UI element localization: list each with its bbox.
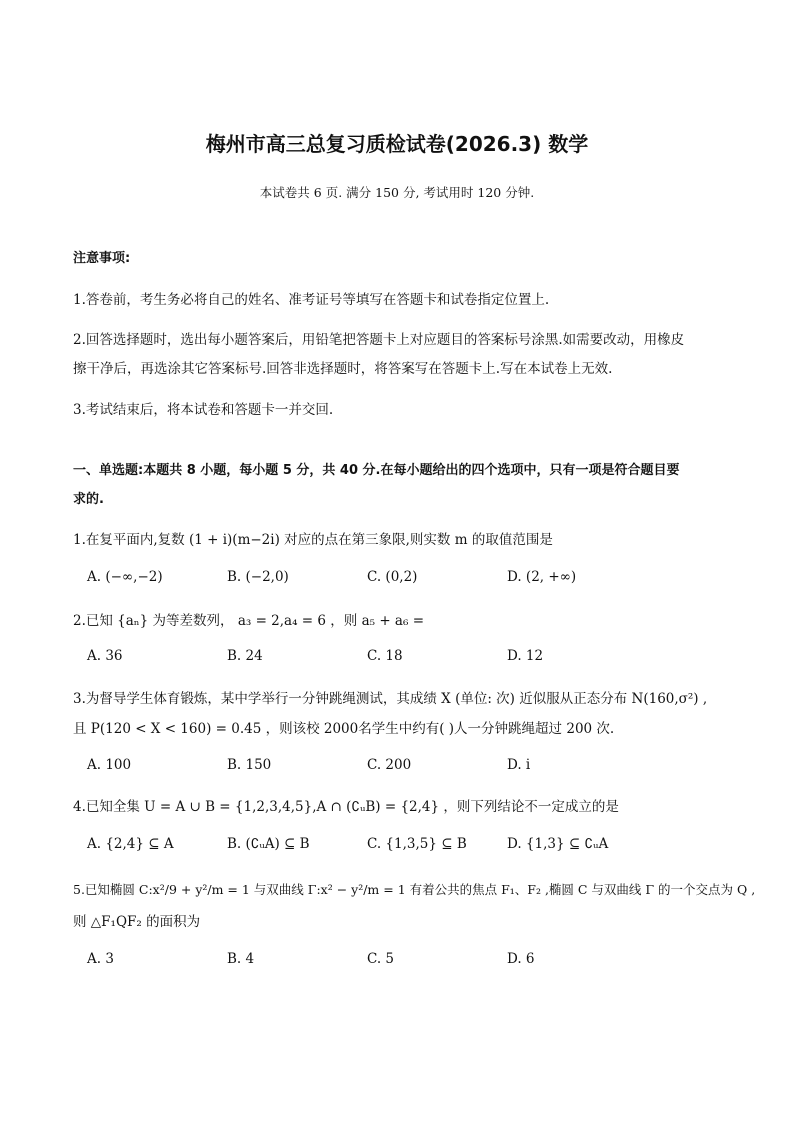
question-3-stem: 3.为督导学生体育锻炼，某中学举行一分钟跳绳测试，其成绩 X (单位: 次) 近似服从正态分布 N(160,σ²) , <box>73 691 708 707</box>
question-5-option-c: C. 5 <box>367 951 395 967</box>
question-4-option-d: D. {1,3} ⊆ ∁ᵤA <box>507 836 609 852</box>
question-4-option-c: C. {1,3,5} ⊆ B <box>367 836 467 852</box>
notes-heading: 注意事项: <box>73 251 131 266</box>
question-1-option-d: D. (2, +∞) <box>507 569 577 585</box>
question-3-option-c: C. 200 <box>367 757 412 773</box>
question-2-option-c: C. 18 <box>367 648 403 664</box>
question-3-stem-cont: 且 P(120 < X < 160) = 0.45 ，则该校 2000名学生中约有( )人一分钟跳绳超过 200 次. <box>73 721 615 737</box>
note-item: 2.回答选择题时，选出每小题答案后，用铅笔把答题卡上对应题目的答案标号涂黑.如需要改动，用橡皮 <box>73 332 685 348</box>
question-5-option-a: A. 3 <box>87 951 114 967</box>
question-1-option-c: C. (0,2) <box>367 569 418 585</box>
page-subtitle: 本试卷共 6 页. 满分 150 分, 考试用时 120 分钟. <box>259 185 535 200</box>
question-1-option-b: B. (−2,0) <box>227 569 289 585</box>
question-5-option-b: B. 4 <box>227 951 255 967</box>
question-1-stem: 1.在复平面内,复数 (1 + i)(m−2i) 对应的点在第三象限,则实数 m 的取值范围是 <box>73 532 553 548</box>
question-3-option-b: B. 150 <box>227 757 272 773</box>
question-2-option-d: D. 12 <box>507 648 544 664</box>
question-4-option-b: B. (∁ᵤA) ⊆ B <box>227 836 310 852</box>
question-3-option-a: A. 100 <box>87 757 132 773</box>
question-3-option-d: D. i <box>507 757 531 773</box>
note-item: 3.考试结束后，将本试卷和答题卡一并交回. <box>73 402 334 418</box>
question-1-option-a: A. (−∞,−2) <box>87 569 163 585</box>
question-2-stem: 2.已知 {aₙ} 为等差数列， a₃ = 2,a₄ = 6 ，则 a₅ + a₆ = <box>73 613 424 629</box>
section-heading-cont: 求的. <box>73 492 104 507</box>
question-5-stem-cont: 则 △F₁QF₂ 的面积为 <box>73 914 201 930</box>
question-5-option-d: D. 6 <box>507 951 535 967</box>
question-2-option-a: A. 36 <box>87 648 123 664</box>
question-4-stem: 4.已知全集 U = A ∪ B = {1,2,3,4,5},A ∩ (∁ᵤB) = {2,4} ，则下列结论不一定成立的是 <box>73 799 619 815</box>
page-title: 梅州市高三总复习质检试卷(2026.3) 数学 <box>205 132 589 156</box>
question-5-stem: 5.已知椭圆 C:x²/9 + y²/m = 1 与双曲线 Γ:x² − y²/m = 1 有着公共的焦点 F₁、F₂ ,椭圆 C 与双曲线 Γ 的一个交点为 Q , <box>73 882 756 897</box>
note-item: 1.答卷前，考生务必将自己的姓名、准考证号等填写在答题卡和试卷指定位置上. <box>73 292 550 308</box>
section-heading: 一、单选题:本题共 8 小题，每小题 5 分，共 40 分.在每小题给出的四个选项中，只有一项是符合题目要 <box>73 463 680 478</box>
question-2-option-b: B. 24 <box>227 648 263 664</box>
question-4-option-a: A. {2,4} ⊆ A <box>87 836 174 852</box>
note-item: 擦干净后，再选涂其它答案标号.回答非选择题时，将答案写在答题卡上.写在本试卷上无效. <box>73 361 613 377</box>
